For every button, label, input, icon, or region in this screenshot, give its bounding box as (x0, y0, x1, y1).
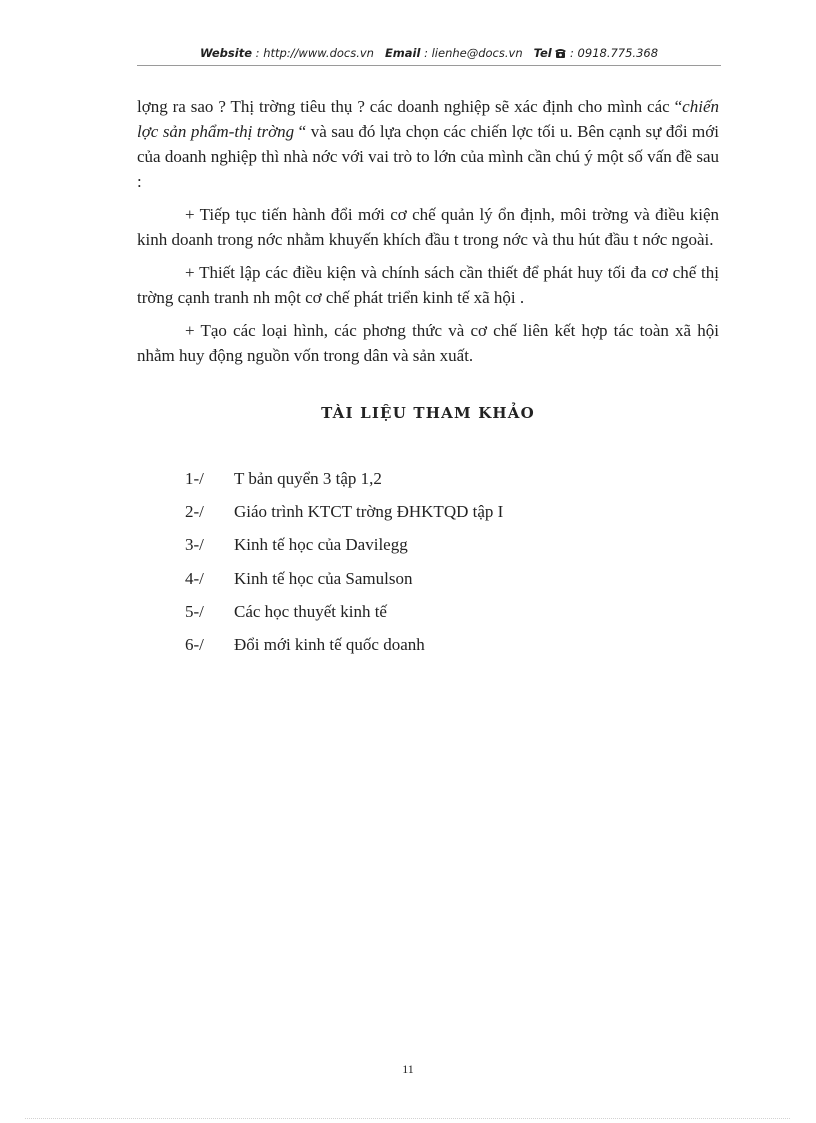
reference-number: 4-/ (185, 568, 204, 588)
reference-title: Các học thuyết kinh tế (234, 601, 387, 621)
reference-title: Giáo trình KTCT trờng ĐHKTQD tập I (234, 502, 504, 522)
list-item (185, 565, 685, 598)
header-divider (137, 65, 721, 66)
paragraph-3: + Thiết lập các điều kiện và chính sách cần thiết để phát huy tối đa cơ chế thị trờng cạnh tranh nh một cơ chế phát triển kinh tế xã hội . (137, 263, 719, 307)
list-item (185, 631, 685, 664)
tel-label: Tel (533, 46, 552, 60)
reference-title: Kinh tế học của Davilegg (234, 535, 408, 555)
reference-number: 5-/ (185, 601, 204, 621)
paragraph-1 (137, 94, 719, 194)
references-heading: TÀI LIỆU THAM KHẢO (321, 404, 535, 422)
references-list (185, 465, 685, 664)
reference-title: T bản quyển 3 tập 1,2 (234, 469, 382, 488)
page-number: 11 (402, 1062, 414, 1076)
reference-number: 2-/ (185, 502, 204, 522)
paragraph-1-text-b: “ và sau đó lựa chọn các chiến lợc tối u. Bên cạnh sự đổi mới của doanh nghiệp thì nhà nớc với vai trò to lớn của mình cần chú ý một số vấn đề sau : (137, 122, 719, 191)
reference-title: Kinh tế học của Samulson (234, 568, 413, 588)
list-item (185, 531, 685, 564)
footer-divider (25, 1118, 790, 1119)
paragraph-1-text-a: lợng ra sao ? Thị trờng tiêu thụ ? các doanh nghiệp sẽ xác định cho mình các “ (137, 97, 683, 116)
list-item (185, 498, 685, 531)
website-url[interactable]: : http://www.docs.vn (255, 46, 374, 60)
email-label: Email (384, 46, 421, 60)
reference-title: Đổi mới kinh tế quốc doanh (234, 634, 425, 654)
website-label: Website (199, 46, 253, 60)
main-text (137, 94, 719, 376)
paragraph-1-emphasis: chiến lợc sản phẩm-thị trờng (137, 97, 719, 141)
email-address[interactable]: : lienhe@docs.vn (424, 46, 523, 60)
phone-icon (555, 48, 566, 58)
reference-number: 1-/ (185, 469, 204, 488)
tel-number: : 0918.775.368 (570, 46, 659, 60)
reference-number: 3-/ (185, 535, 204, 555)
page-header (137, 46, 721, 60)
reference-number: 6-/ (185, 634, 204, 654)
list-item (185, 598, 685, 631)
list-item (185, 465, 685, 498)
paragraph-4: + Tạo các loại hình, các phơng thức và cơ chế liên kết hợp tác toàn xã hội nhằm huy động nguồn vốn trong dân và sản xuất. (137, 321, 719, 365)
paragraph-2: + Tiếp tục tiến hành đổi mới cơ chế quản lý ổn định, môi trờng và điều kiện kinh doanh trong nớc nhằm khuyến khích đầu t trong nớc và thu hút đầu t nớc ngoài. (137, 205, 719, 249)
